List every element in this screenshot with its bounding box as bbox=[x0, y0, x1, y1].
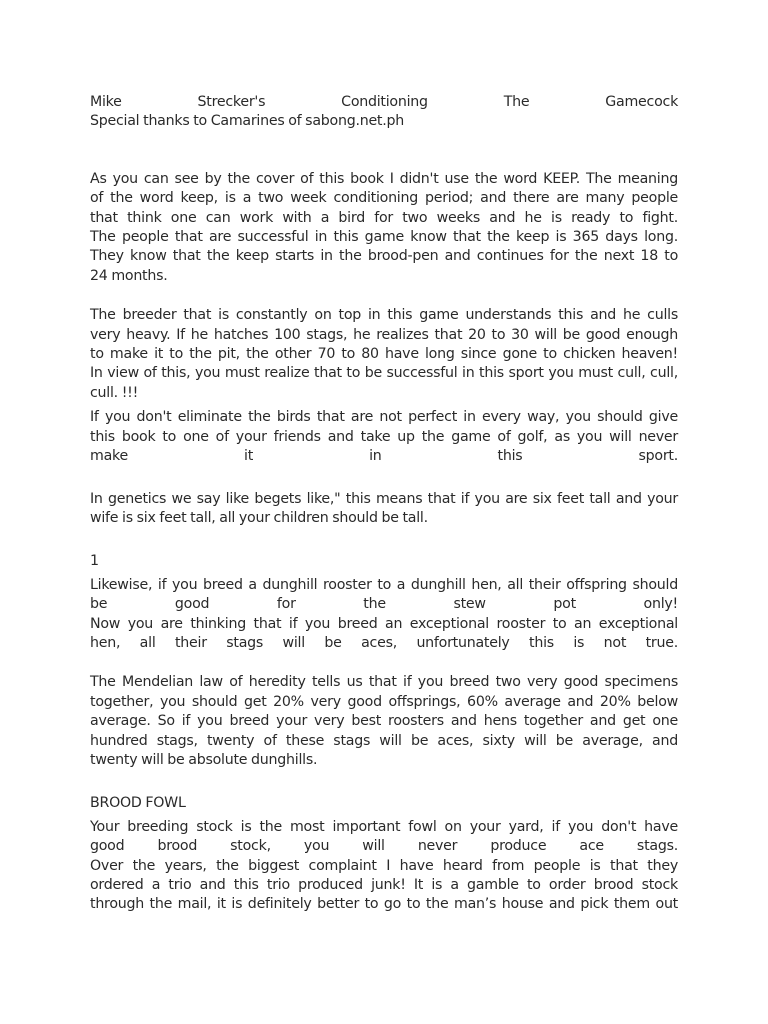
paragraph-line: make it in this sport. bbox=[90, 448, 678, 465]
paragraph-line: The Mendelian law of heredity tells us that if you breed two very good specimens bbox=[90, 674, 678, 691]
section-heading-text: BROOD FOWL bbox=[90, 795, 186, 812]
paragraph-line: 24 months. bbox=[90, 267, 168, 284]
paragraph-line: very heavy. If he hatches 100 stags, he realizes that 20 to 30 will be good enough bbox=[90, 326, 678, 343]
paragraph-line: to make it to the pit, the other 70 to 80 have long since gone to chicken heaven! bbox=[90, 346, 678, 363]
paragraph-line: through the mail, it is definitely better to go to the man’s house and pick them out bbox=[90, 896, 678, 913]
title-word: Conditioning bbox=[341, 94, 428, 110]
paragraph-line: wife is six feet tall, all your children should be tall. bbox=[90, 509, 428, 526]
paragraph-line: together, you should get 20% very good offsprings, 60% average and 20% below bbox=[90, 693, 678, 710]
paragraph-line: In genetics we say like begets like," this means that if you are six feet tall and your bbox=[90, 490, 678, 507]
paragraph-line: In view of this, you must realize that to be successful in this sport you must cull, cull, bbox=[90, 365, 678, 382]
paragraph-line: They know that the keep starts in the brood-pen and continues for the next 18 to bbox=[90, 248, 678, 265]
paragraph-line: The breeder that is constantly on top in this game understands this and he culls bbox=[90, 307, 678, 324]
paragraph-line: hen, all their stags will be aces, unfortunately this is not true. bbox=[90, 634, 678, 651]
paragraph-line: The people that are successful in this game know that the keep is 365 days long. bbox=[90, 229, 678, 246]
document-page bbox=[90, 93, 678, 915]
paragraph bbox=[90, 576, 678, 654]
section-heading bbox=[90, 794, 678, 813]
paragraph-line: hundred stags, twenty of these stags will be aces, sixty will be average, and bbox=[90, 732, 678, 749]
paragraph-line: be good for the stew pot only! bbox=[90, 596, 678, 613]
paragraph-line: good brood stock, you will never produce ace stags. bbox=[90, 838, 678, 855]
title-word: Mike bbox=[90, 94, 122, 110]
paragraph-line: Likewise, if you breed a dunghill rooster to a dunghill hen, all their offspring should bbox=[90, 576, 678, 593]
title-word: Strecker's bbox=[197, 94, 266, 110]
document-subtitle: Special thanks to Camarines of sabong.net.ph bbox=[90, 113, 405, 130]
paragraph bbox=[90, 673, 678, 770]
title-word: The bbox=[503, 94, 530, 110]
document-title bbox=[90, 93, 678, 112]
paragraph bbox=[90, 490, 678, 529]
paragraph-line: average. So if you breed your very best roosters and hens together and get one bbox=[90, 713, 678, 730]
paragraph bbox=[90, 306, 678, 403]
paragraph-line: Your breeding stock is the most important fowl on your yard, if you don't have bbox=[90, 818, 678, 835]
paragraph bbox=[90, 408, 678, 466]
paragraph-line: cull. !!! bbox=[90, 384, 139, 401]
paragraph-line: that think one can work with a bird for two weeks and he is ready to fight. bbox=[90, 209, 678, 226]
paragraph bbox=[90, 170, 678, 286]
title-word: Gamecock bbox=[605, 94, 679, 110]
page-number-text: 1 bbox=[90, 553, 99, 570]
paragraph-line: Now you are thinking that if you breed an exceptional rooster to an exceptional bbox=[90, 615, 678, 632]
paragraph bbox=[90, 818, 678, 915]
paragraph-line: this book to one of your friends and take up the game of golf, as you will never bbox=[90, 428, 678, 445]
page-number bbox=[90, 552, 678, 571]
document-title-block bbox=[90, 93, 678, 132]
paragraph-line: twenty will be absolute dunghills. bbox=[90, 751, 318, 768]
paragraph-line: ordered a trio and this trio produced junk! It is a gamble to order brood stock bbox=[90, 877, 678, 893]
paragraph-line: As you can see by the cover of this book I didn't use the word KEEP. The meaning bbox=[90, 170, 678, 187]
paragraph-line: of the word keep, is a two week conditioning period; and there are many people bbox=[90, 190, 678, 207]
paragraph-line: If you don't eliminate the birds that are not perfect in every way, you should give bbox=[90, 409, 678, 426]
paragraph-line: Over the years, the biggest complaint I have heard from people is that they bbox=[90, 857, 678, 874]
